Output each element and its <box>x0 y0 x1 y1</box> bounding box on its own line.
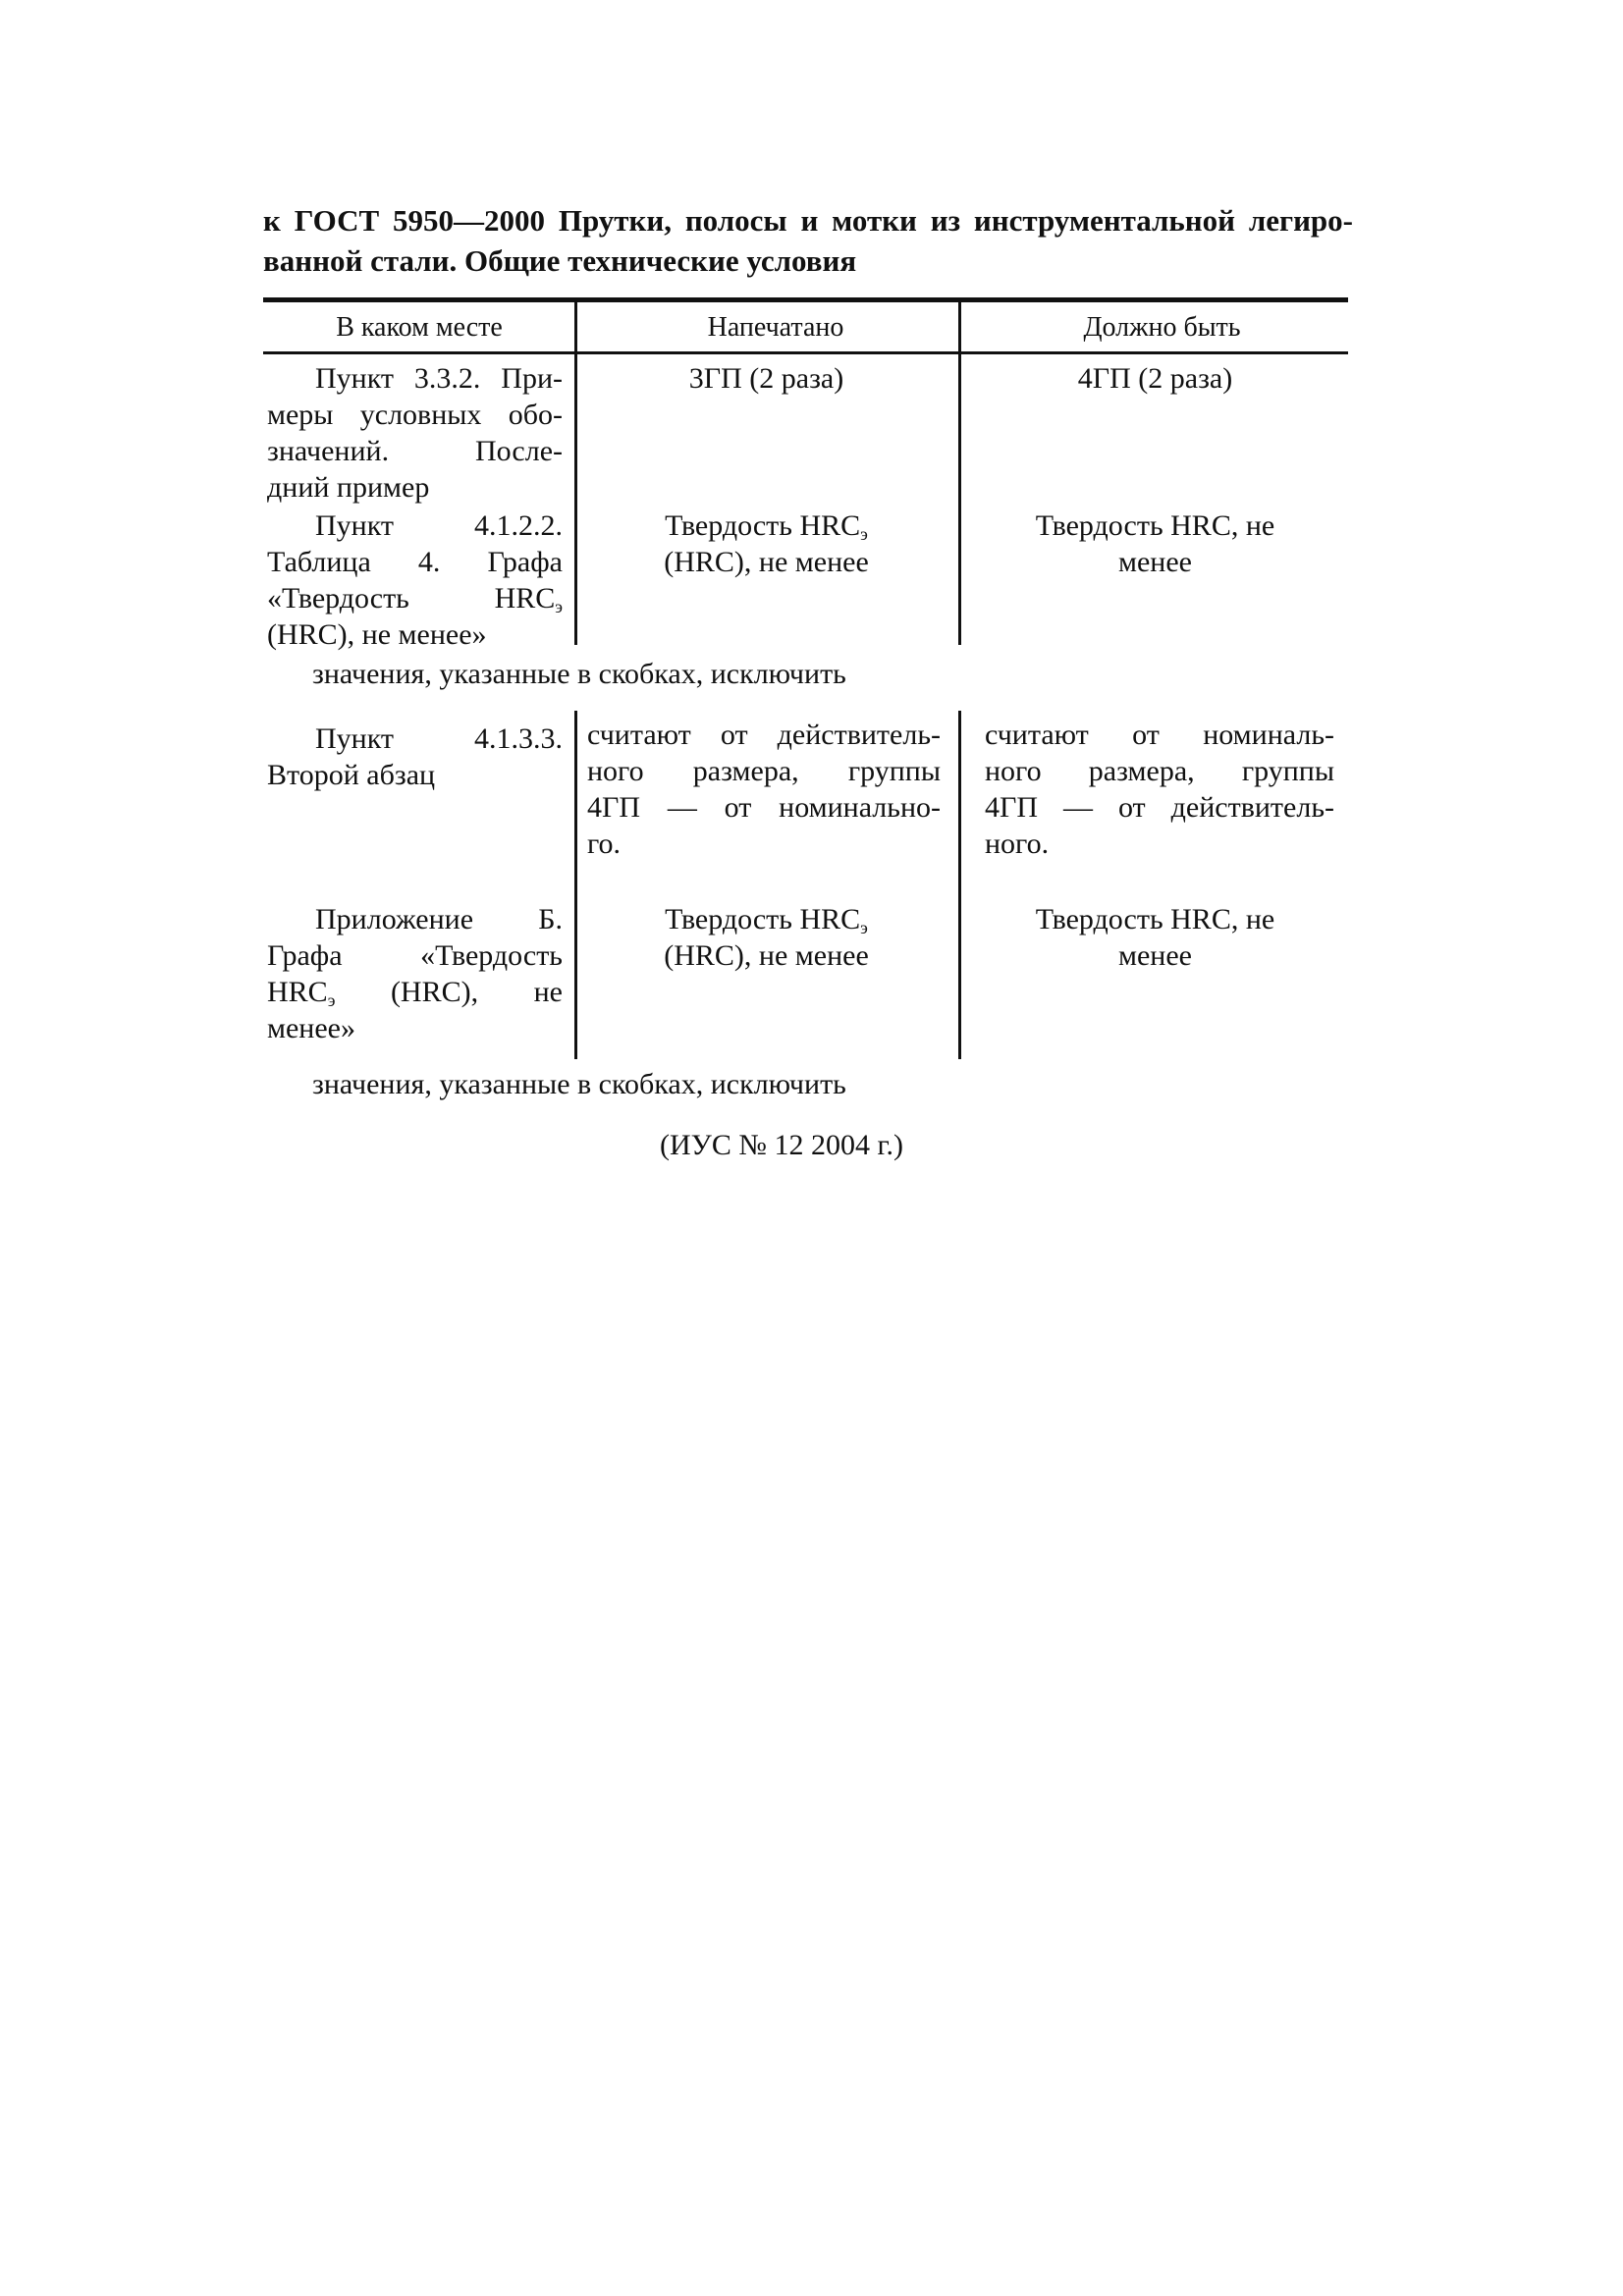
row-1-printed-line: 3ГП (2 раза) <box>688 362 844 395</box>
row-2-where-line: Таблица 4. Графа <box>267 546 563 578</box>
row-2-printed-line <box>578 507 954 544</box>
row-4-printed-hrc: Твердость HRC <box>665 903 861 935</box>
row-1-where-line: меры условных обо- <box>267 399 563 431</box>
body-divider-2a <box>958 354 961 645</box>
body-divider-2b <box>958 711 961 1059</box>
row-4-where-hrc: HRC <box>267 976 328 1008</box>
row-4-should-be-line: менее <box>1118 939 1192 972</box>
body-divider-1a <box>574 354 577 645</box>
document-title <box>263 200 1353 281</box>
row-4-where-hrc-rest: (HRC), не <box>335 976 563 1008</box>
table-header-row <box>263 302 1348 351</box>
subscript-e: э <box>555 597 563 616</box>
row-1-where-line: дний пример <box>267 471 430 504</box>
corrections-table <box>263 297 1348 1100</box>
row-4-should-be <box>962 901 1348 974</box>
row-2-printed-hrc: Твердость HRC <box>665 509 861 542</box>
row-1-should-be <box>962 360 1348 397</box>
row-2-should-be <box>962 507 1348 580</box>
row-2-should-be-line: менее <box>1118 546 1192 578</box>
row-1-where <box>267 360 563 506</box>
title-line-2: ванной стали. Общие технические условия <box>263 243 857 278</box>
row-3-should-be-line: ного. <box>985 828 1050 860</box>
row-4-where <box>267 901 563 1046</box>
row-4-should-be-line: Твердость HRC, не <box>1035 903 1275 935</box>
subscript-e: э <box>860 918 868 937</box>
body-divider-1b <box>574 711 577 1059</box>
row-4-where-line: Графа «Твердость <box>267 939 563 972</box>
row-3-should-be <box>985 717 1334 862</box>
row-1-printed <box>578 360 954 397</box>
row-4-where-line: Приложение Б. <box>315 903 563 935</box>
row-3-should-be-line: считают от номиналь- <box>985 719 1334 751</box>
row-3-where-line: Второй абзац <box>267 759 436 791</box>
table-body-block-1 <box>263 354 1348 651</box>
row-2-printed-line: (HRC), не менее <box>664 546 869 578</box>
row-3-where <box>267 721 563 793</box>
row-4-printed-line: (HRC), не менее <box>664 939 869 972</box>
row-2-printed <box>578 507 954 580</box>
row-1-where-line: Пункт 3.3.2. При- <box>315 362 563 395</box>
row-2-should-be-line: Твердость HRC, не <box>1035 509 1275 542</box>
title-line-1: к ГОСТ 5950—2000 Прутки, полосы и мотки из инструментальной легиро- <box>263 203 1353 238</box>
header-divider-1 <box>574 302 577 351</box>
row-3-printed-line: 4ГП — от номинально- <box>587 791 941 824</box>
row-2-where-line: (HRC), не менее» <box>267 618 487 651</box>
table-note-2: значения, указанные в скобках, исключить <box>312 1068 846 1100</box>
row-3-printed-line: го. <box>587 828 622 860</box>
table-note-1: значения, указанные в скобках, исключить <box>312 658 846 690</box>
row-3-printed <box>587 717 941 862</box>
row-4-printed <box>578 901 954 974</box>
row-2-where-hrc: «Твердость HRC <box>267 582 556 614</box>
row-1-where-line: значений. После- <box>267 435 563 467</box>
subscript-e: э <box>860 524 868 544</box>
subscript-e: э <box>327 990 336 1010</box>
row-1-should-be-line: 4ГП (2 раза) <box>1077 362 1233 395</box>
header-should-be: Должно быть <box>1083 312 1241 343</box>
row-3-should-be-line: 4ГП — от действитель- <box>985 791 1334 824</box>
row-2-where-line <box>267 580 563 616</box>
row-3-should-be-line: ного размера, группы <box>985 755 1334 787</box>
document-footer: (ИУС № 12 2004 г.) <box>660 1129 903 1161</box>
header-where: В каком месте <box>336 312 503 343</box>
header-printed: Напечатано <box>707 312 844 343</box>
row-2-where-line: Пункт 4.1.2.2. <box>315 509 563 542</box>
header-divider-2 <box>958 302 961 351</box>
row-4-printed-line <box>578 901 954 937</box>
row-3-where-line: Пункт 4.1.3.3. <box>315 722 563 755</box>
row-3-printed-line: считают от действитель- <box>587 719 941 751</box>
row-3-printed-line: ного размера, группы <box>587 755 941 787</box>
row-4-where-line: менее» <box>267 1012 355 1044</box>
row-4-where-line <box>267 974 563 1010</box>
row-2-where <box>267 507 563 653</box>
table-body-block-2 <box>263 711 1348 1059</box>
